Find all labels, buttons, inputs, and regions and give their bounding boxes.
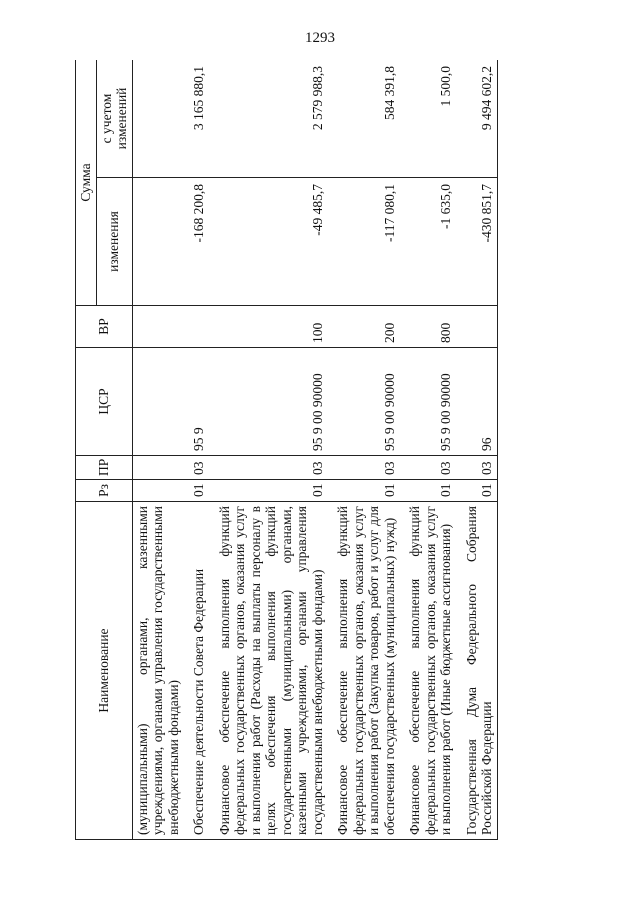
- header-changes: изменения: [96, 178, 132, 306]
- row-csr: 95 9: [189, 348, 209, 456]
- row-total: 9 494 602,2: [462, 60, 498, 178]
- row-vr: 800: [405, 306, 456, 348]
- rotated-table-content: [75, 60, 592, 840]
- row-name: Государственная Дума Федерального Собрания Российской Федерации: [462, 502, 498, 840]
- row-vr: [462, 306, 498, 348]
- row-rz: 01: [462, 480, 498, 502]
- row-total: [132, 60, 183, 178]
- row-total: 3 165 880,1: [189, 60, 209, 178]
- row-total: 584 391,8: [333, 60, 399, 178]
- row-changes: -430 851,7: [462, 178, 498, 306]
- row-rz: 01: [215, 480, 328, 502]
- table-row: [333, 60, 399, 840]
- budget-table: [75, 60, 498, 840]
- row-pr: 03: [215, 456, 328, 480]
- row-name: Финансовое обеспечение выполнения функций федеральных государственных органов, оказания услуг и выполнения работ (Иные бюджетные ассигнования): [405, 502, 456, 840]
- table-row: [405, 60, 456, 840]
- row-changes: -49 485,7: [215, 178, 328, 306]
- row-csr: 96: [462, 348, 498, 456]
- row-pr: 03: [333, 456, 399, 480]
- row-changes: -1 635,0: [405, 178, 456, 306]
- table-row: [132, 60, 183, 840]
- rotated-table-frame: [75, 60, 592, 840]
- row-rz: 01: [405, 480, 456, 502]
- row-pr: [132, 456, 183, 480]
- row-pr: 03: [189, 456, 209, 480]
- page-number: 1293: [305, 30, 335, 46]
- row-rz: 01: [333, 480, 399, 502]
- row-csr: [132, 348, 183, 456]
- row-csr: 95 9 00 90000: [405, 348, 456, 456]
- header-sum: Сумма: [76, 60, 97, 306]
- row-changes: -168 200,8: [189, 178, 209, 306]
- row-name: Финансовое обеспечение выполнения функций федеральных государственных органов, оказания услуг и выполнения работ (Закупка товаров, работ и услуг для обеспечения государственных (муниципальных) нужд): [333, 502, 399, 840]
- header-with-changes: с учетом изменений: [96, 60, 132, 178]
- row-name: Финансовое обеспечение выполнения функций федеральных государственных органов, оказания услуг и выполнения работ (Расходы на выплаты персоналу в целях обеспечения выполнения функций государственными (муниципальными) органами, казенными учреждениями, органами управления государственными внебюджетными фондами): [215, 502, 328, 840]
- row-name: (муниципальными) органами, казенными учреждениями, органами управления государственными внебюджетными фондами): [132, 502, 183, 840]
- row-name: Обеспечение деятельности Совета Федерации: [189, 502, 209, 840]
- table-row: [462, 60, 498, 840]
- row-vr: 200: [333, 306, 399, 348]
- header-csr: ЦСР: [76, 348, 133, 456]
- row-vr: 100: [215, 306, 328, 348]
- row-total: 1 500,0: [405, 60, 456, 178]
- row-csr: 95 9 00 90000: [215, 348, 328, 456]
- table-row: [215, 60, 328, 840]
- row-csr: 95 9 00 90000: [333, 348, 399, 456]
- row-rz: [132, 480, 183, 502]
- row-total: 2 579 988,3: [215, 60, 328, 178]
- header-rz: Рз: [76, 480, 133, 502]
- row-vr: [189, 306, 209, 348]
- row-pr: 03: [462, 456, 498, 480]
- row-changes: -117 080,1: [333, 178, 399, 306]
- header-pr: ПР: [76, 456, 133, 480]
- row-pr: 03: [405, 456, 456, 480]
- row-vr: [132, 306, 183, 348]
- header-vr: ВР: [76, 306, 133, 348]
- row-changes: [132, 178, 183, 306]
- table-row: [189, 60, 209, 840]
- header-name: Наименование: [76, 502, 133, 840]
- row-rz: 01: [189, 480, 209, 502]
